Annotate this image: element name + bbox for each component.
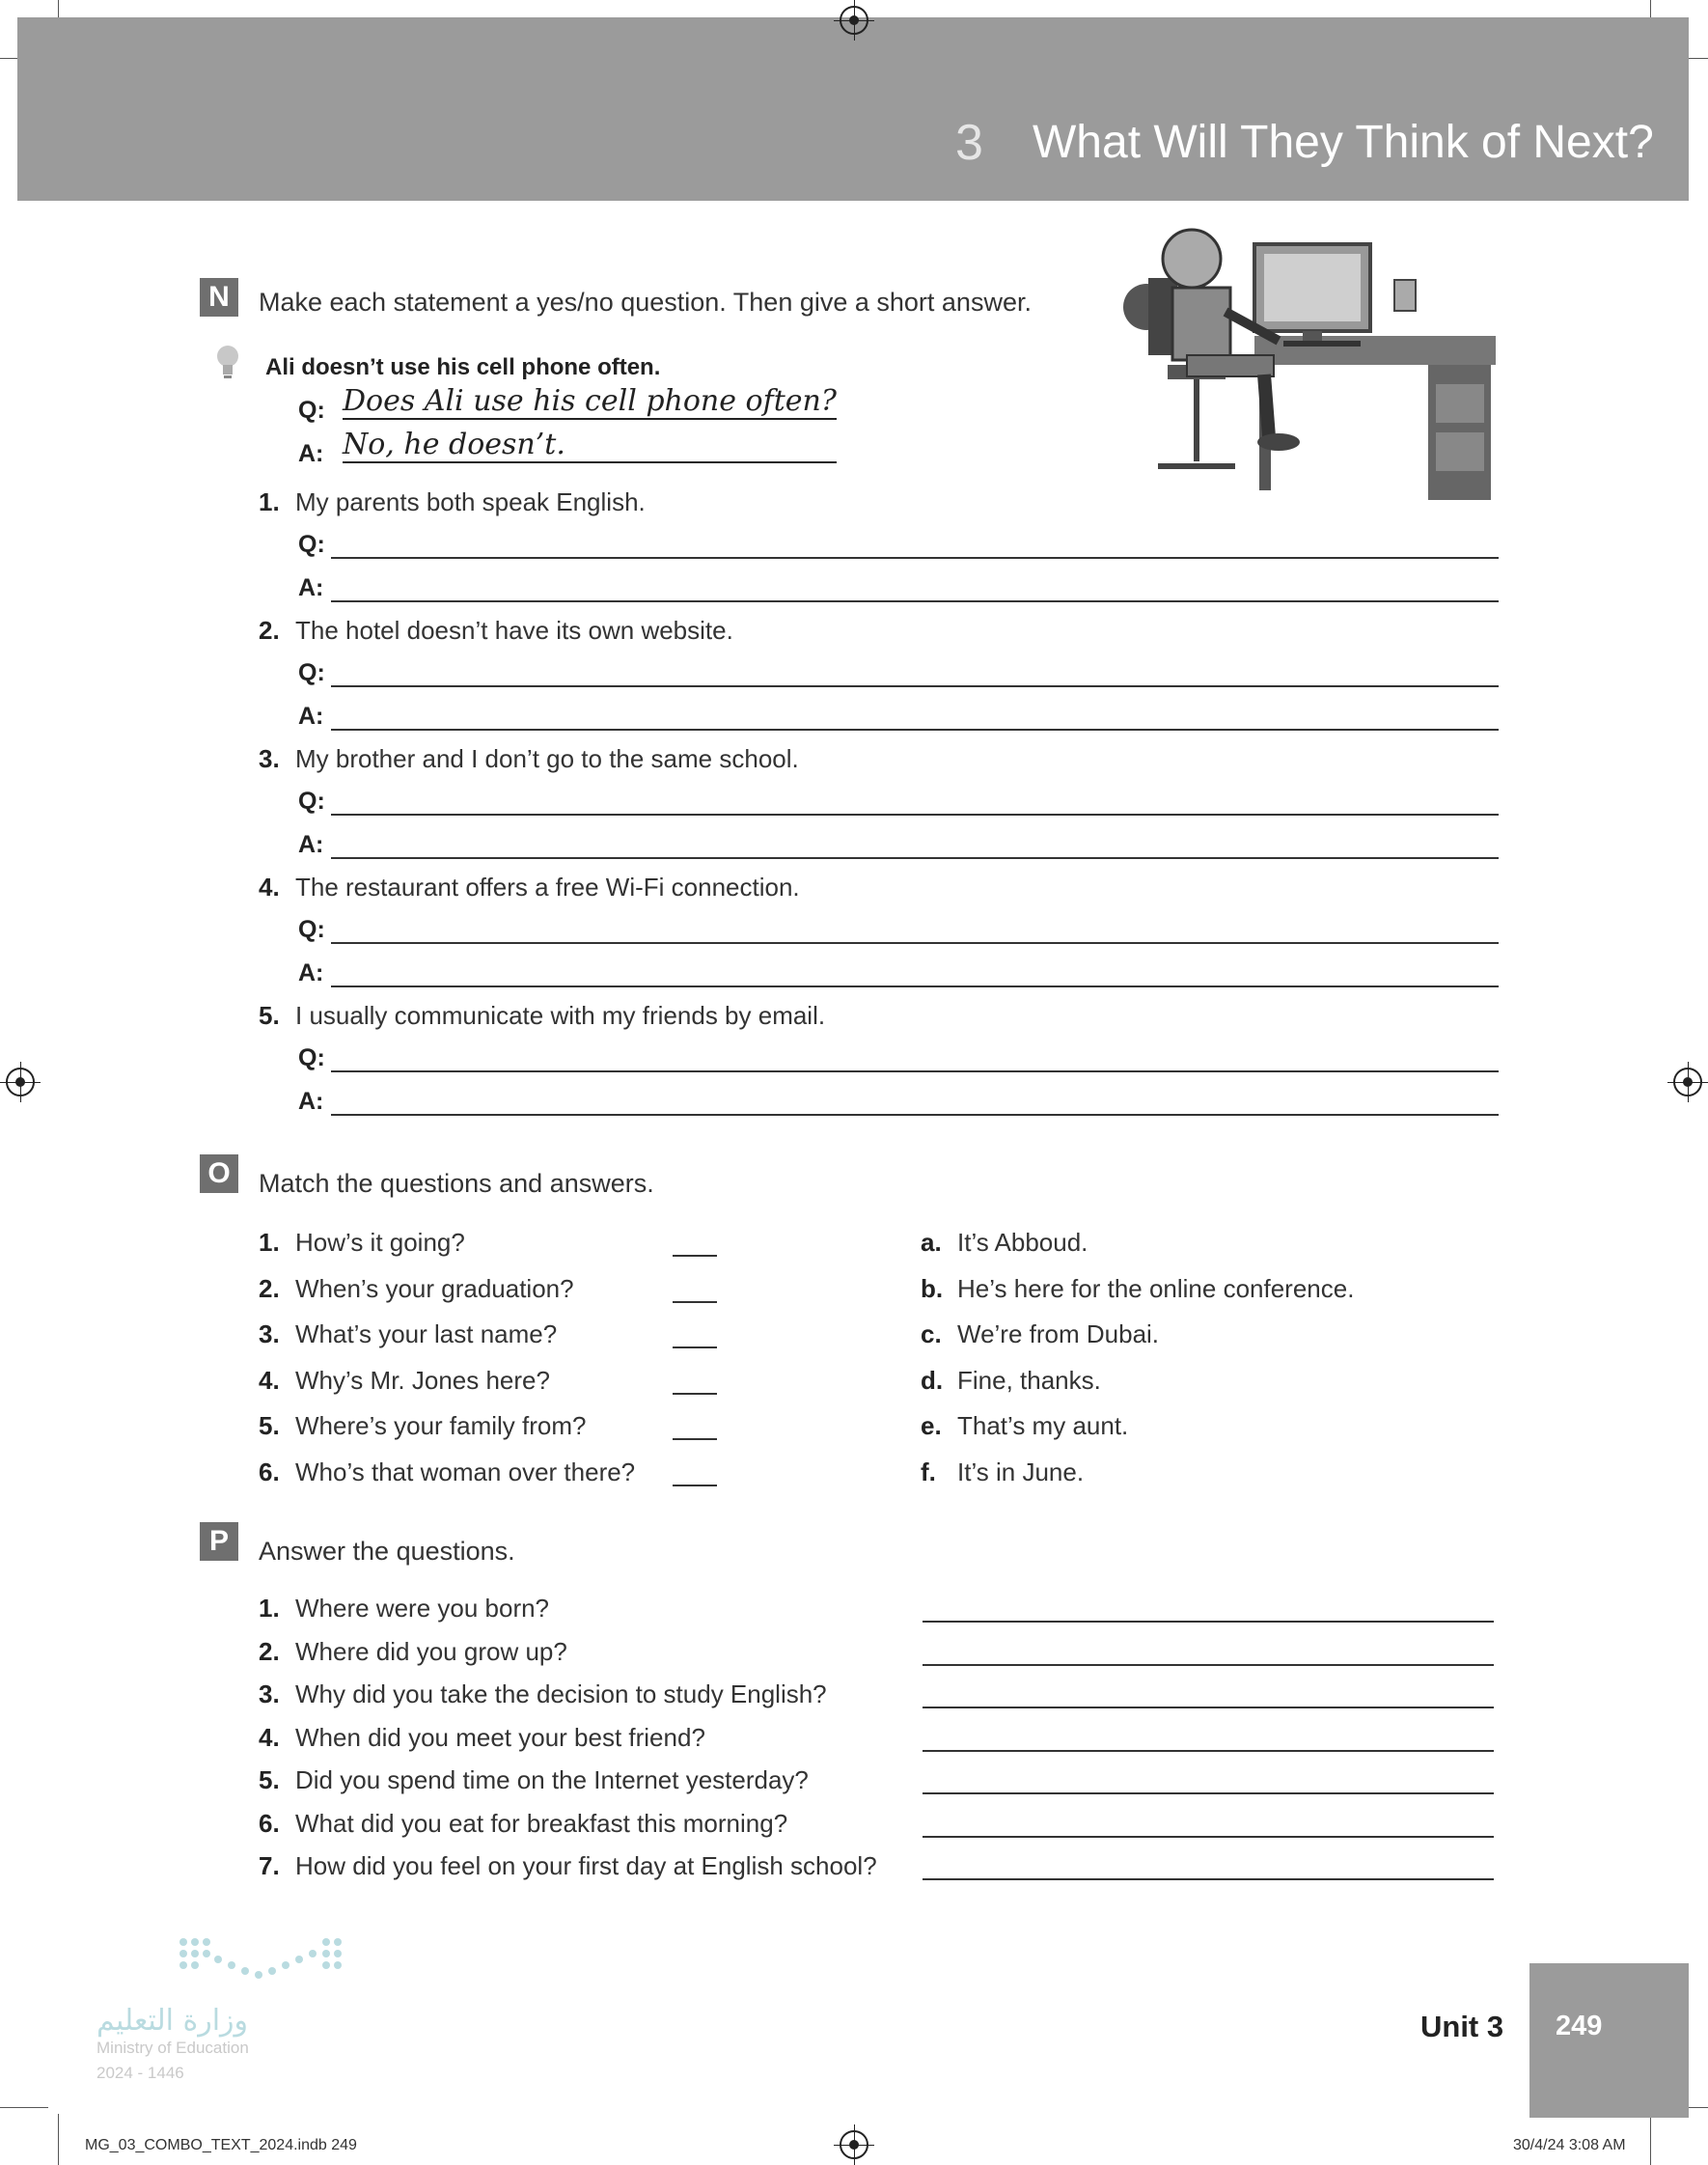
answer-text: That’s my aunt. xyxy=(957,1411,1129,1440)
answer-question xyxy=(259,1809,787,1839)
example-a-line xyxy=(343,461,837,463)
crop-mark xyxy=(1650,2114,1651,2165)
item-number: 4. xyxy=(259,1365,280,1395)
registration-mark-icon xyxy=(840,6,868,35)
question-answer-line[interactable] xyxy=(331,942,1499,944)
short-answer-line[interactable] xyxy=(331,985,1499,987)
question-text: Did you spend time on the Internet yesterday? xyxy=(295,1765,809,1794)
match-answer xyxy=(921,1457,1084,1487)
a-label: A: xyxy=(298,574,324,601)
match-blank[interactable] xyxy=(673,1301,717,1303)
item-number: 5. xyxy=(259,1001,280,1030)
section-n-item xyxy=(259,487,646,517)
section-p-instruction: Answer the questions. xyxy=(259,1537,515,1566)
question-answer-line[interactable] xyxy=(331,557,1499,559)
item-number: 6. xyxy=(259,1457,280,1486)
question-answer-line[interactable] xyxy=(331,685,1499,687)
print-slug-date: 30/4/24 3:08 AM xyxy=(1513,2137,1626,2153)
answer-letter: f. xyxy=(921,1457,936,1486)
answer-letter: a. xyxy=(921,1228,942,1257)
match-question xyxy=(259,1457,635,1487)
item-statement: I usually communicate with my friends by email. xyxy=(295,1001,826,1030)
example-statement: Ali doesn’t use his cell phone often. xyxy=(265,354,661,380)
question-text: What’s your last name? xyxy=(295,1319,558,1348)
q-label: Q: xyxy=(298,659,325,686)
item-number: 1. xyxy=(259,1228,280,1257)
answer-line[interactable] xyxy=(923,1878,1494,1880)
section-n-item xyxy=(259,744,799,774)
match-answer xyxy=(921,1411,1128,1441)
registration-mark-icon xyxy=(840,2130,868,2159)
item-number: 7. xyxy=(259,1851,280,1880)
answer-letter: e. xyxy=(921,1411,942,1440)
answer-question xyxy=(259,1679,827,1709)
item-statement: The restaurant offers a free Wi-Fi connection. xyxy=(295,873,800,902)
q-label: Q: xyxy=(298,916,325,943)
question-answer-line[interactable] xyxy=(331,814,1499,816)
item-number: 5. xyxy=(259,1411,280,1440)
question-text: Where’s your family from? xyxy=(295,1411,587,1440)
short-answer-line[interactable] xyxy=(331,1114,1499,1116)
lightbulb-icon xyxy=(214,344,241,382)
match-question xyxy=(259,1319,557,1349)
match-question xyxy=(259,1366,550,1396)
match-question xyxy=(259,1411,587,1441)
header-band xyxy=(17,17,1689,201)
question-text: Where did you grow up? xyxy=(295,1636,567,1666)
answer-text: It’s in June. xyxy=(957,1457,1085,1486)
item-number: 2. xyxy=(259,1273,280,1303)
unit-title: What Will They Think of Next? xyxy=(1033,117,1654,168)
example-q-line xyxy=(343,418,837,420)
answer-question xyxy=(259,1723,705,1753)
match-answer xyxy=(921,1319,1159,1349)
example-q-label: Q: xyxy=(298,397,325,424)
answer-line[interactable] xyxy=(923,1792,1494,1794)
print-slug-file: MG_03_COMBO_TEXT_2024.indb 249 xyxy=(85,2137,357,2153)
answer-text: It’s Abboud. xyxy=(957,1228,1088,1257)
section-o-instruction: Match the questions and answers. xyxy=(259,1169,654,1198)
question-text: How did you feel on your first day at English school? xyxy=(295,1851,877,1880)
example-a-label: A: xyxy=(298,440,324,467)
section-badge-o: O xyxy=(200,1154,238,1193)
example-q-answer: Does Ali use his cell phone often? xyxy=(343,384,837,418)
answer-text: We’re from Dubai. xyxy=(957,1319,1160,1348)
question-text: What did you eat for breakfast this morning? xyxy=(295,1808,788,1838)
crop-mark xyxy=(58,2114,59,2165)
question-text: How’s it going? xyxy=(295,1228,465,1257)
answer-text: Fine, thanks. xyxy=(957,1365,1101,1395)
ministry-logo-icon xyxy=(174,1932,347,1990)
item-number: 2. xyxy=(259,616,280,645)
unit-number: 3 xyxy=(955,115,983,171)
a-label: A: xyxy=(298,703,324,730)
a-label: A: xyxy=(298,1088,324,1115)
page-number: 249 xyxy=(1556,2011,1603,2041)
match-answer xyxy=(921,1228,1088,1258)
match-blank[interactable] xyxy=(673,1346,717,1348)
match-answer xyxy=(921,1366,1101,1396)
answer-line[interactable] xyxy=(923,1750,1494,1752)
question-text: Where were you born? xyxy=(295,1594,550,1623)
item-number: 1. xyxy=(259,487,280,516)
q-label: Q: xyxy=(298,1044,325,1071)
page-number-box xyxy=(1529,1963,1689,2118)
question-text: When’s your graduation? xyxy=(295,1273,574,1303)
answer-text: He’s here for the online conference. xyxy=(957,1273,1355,1303)
match-blank[interactable] xyxy=(673,1255,717,1257)
answer-line[interactable] xyxy=(923,1621,1494,1623)
item-statement: My parents both speak English. xyxy=(295,487,646,516)
answer-question xyxy=(259,1765,809,1795)
answer-line[interactable] xyxy=(923,1664,1494,1666)
match-answer xyxy=(921,1274,1354,1304)
item-statement: My brother and I don’t go to the same school. xyxy=(295,744,799,773)
item-statement: The hotel doesn’t have its own website. xyxy=(295,616,733,645)
item-number: 4. xyxy=(259,873,280,902)
item-number: 3. xyxy=(259,1319,280,1348)
match-blank[interactable] xyxy=(673,1393,717,1395)
computer-desk-illustration xyxy=(1119,220,1505,510)
section-n-item xyxy=(259,873,800,902)
question-text: Why’s Mr. Jones here? xyxy=(295,1365,550,1395)
match-question xyxy=(259,1274,574,1304)
answer-letter: b. xyxy=(921,1273,944,1303)
section-badge-p: P xyxy=(200,1522,238,1561)
short-answer-line[interactable] xyxy=(331,729,1499,731)
example-a-answer: No, he doesn’t. xyxy=(343,428,565,461)
item-number: 6. xyxy=(259,1808,280,1838)
question-text: When did you meet your best friend? xyxy=(295,1722,705,1752)
footer-unit-label: Unit 3 xyxy=(1420,2010,1504,2043)
answer-question xyxy=(259,1851,877,1881)
registration-mark-icon xyxy=(1673,1068,1702,1096)
answer-letter: c. xyxy=(921,1319,942,1348)
item-number: 3. xyxy=(259,1679,280,1708)
item-number: 5. xyxy=(259,1765,280,1794)
q-label: Q: xyxy=(298,788,325,815)
answer-letter: d. xyxy=(921,1365,944,1395)
match-blank[interactable] xyxy=(673,1485,717,1486)
section-n-item xyxy=(259,1001,825,1031)
match-blank[interactable] xyxy=(673,1438,717,1440)
item-number: 4. xyxy=(259,1722,280,1752)
ministry-arabic-name: وزارة التعليم xyxy=(96,2004,249,2038)
answer-question xyxy=(259,1594,549,1624)
answer-question xyxy=(259,1637,567,1667)
crop-mark xyxy=(0,2107,48,2108)
item-number: 3. xyxy=(259,744,280,773)
registration-mark-icon xyxy=(6,1068,35,1096)
a-label: A: xyxy=(298,831,324,858)
section-n-item xyxy=(259,616,733,646)
short-answer-line[interactable] xyxy=(331,857,1499,859)
item-number: 1. xyxy=(259,1594,280,1623)
question-text: Why did you take the decision to study English? xyxy=(295,1679,827,1708)
short-answer-line[interactable] xyxy=(331,600,1499,602)
ministry-english-name: Ministry of Education xyxy=(96,2039,249,2057)
section-badge-n: N xyxy=(200,278,238,317)
question-answer-line[interactable] xyxy=(331,1070,1499,1072)
item-number: 2. xyxy=(259,1636,280,1666)
q-label: Q: xyxy=(298,531,325,558)
match-question xyxy=(259,1228,465,1258)
answer-line[interactable] xyxy=(923,1707,1494,1708)
answer-line[interactable] xyxy=(923,1836,1494,1838)
section-n-instruction: Make each statement a yes/no question. Then give a short answer. xyxy=(259,288,1032,317)
a-label: A: xyxy=(298,959,324,986)
question-text: Who’s that woman over there? xyxy=(295,1457,636,1486)
ministry-year: 2024 - 1446 xyxy=(96,2064,184,2082)
